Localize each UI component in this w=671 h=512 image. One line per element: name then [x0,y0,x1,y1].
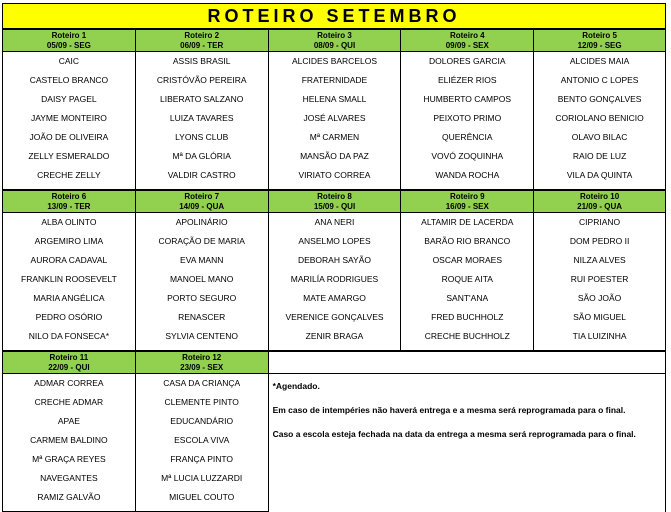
school-cell: ZELLY ESMERALDO [28,151,110,161]
route-header [401,190,533,213]
route-column [400,29,533,190]
school-cell: MATE AMARGO [303,293,366,303]
route-date: 08/09 - QUI [313,41,356,50]
school-cell: Mª GRAÇA REYES [32,454,106,464]
school-cell: ALCIDES MAIA [569,56,630,66]
school-cell: DOLORES GARCIA [429,56,506,66]
school-cell: NILZA ALVES [573,255,626,265]
route-name: Roteiro 2 [184,31,220,40]
note-scheduled: *Agendado. [272,381,320,391]
route-date: 05/09 - SEG [46,41,91,50]
school-cell: EDUCANDÁRIO [170,416,234,426]
school-cell: ANSELMO LOPES [298,236,371,246]
notes-panel [268,351,666,512]
route-column [400,190,533,351]
school-cell: CRECHE BUCHHOLZ [424,331,510,341]
route-name: Roteiro 9 [449,192,485,201]
school-cell: CAIC [58,56,80,66]
school-cell: BENTO GONÇALVES [557,94,642,104]
school-cell: VALDIR CASTRO [167,170,236,180]
school-cell: TIA LUIZINHA [572,331,627,341]
route-block-3 [2,351,666,512]
school-cell: ESCOLA VIVA [174,435,230,445]
school-cell: CORIOLANO BENICIO [555,113,644,123]
route-name: Roteiro 6 [51,192,87,201]
route-name: Roteiro 1 [51,31,87,40]
school-cell: WANDA ROCHA [435,170,500,180]
school-cell: MARIA ANGÉLICA [33,293,105,303]
route-column [268,29,401,190]
school-cell: JOSÉ ALVARES [303,113,366,123]
route-header [3,190,135,213]
route-header [136,29,268,52]
school-cell: CRECHE ADMAR [34,397,104,407]
school-cell: FRATERNIDADE [301,75,368,85]
school-cell: ASSIS BRASIL [172,56,231,66]
school-cell: SANT'ANA [446,293,489,303]
school-cell: CARMEM BALDINO [30,435,108,445]
school-cell: FRANÇA PINTO [170,454,234,464]
school-cell: BARÃO RIO BRANCO [424,236,511,246]
route-name: Roteiro 7 [184,192,220,201]
school-cell: RAIO DE LUZ [572,151,627,161]
route-date: 09/09 - SEX [445,41,489,50]
school-cell: HELENA SMALL [302,94,367,104]
school-cell: Mª DA GLÓRIA [172,151,231,161]
route-date: 06/09 - TER [180,41,224,50]
route-column [135,190,268,351]
school-cell: MARILÍA RODRIGUES [290,274,379,284]
school-cell: NILO DA FONSECA* [28,331,110,341]
route-date: 12/09 - SEG [577,41,622,50]
school-cell: ALCIDES BARCELOS [291,56,377,66]
route-block-1 [2,29,666,190]
school-cell: APAE [57,416,80,426]
notes-text [269,374,665,440]
route-column [268,190,401,351]
route-column [135,351,268,512]
page-title: ROTEIRO SETEMBRO [2,3,666,29]
route-date: 23/09 - SEX [180,363,224,372]
route-name: Roteiro 5 [582,31,617,40]
route-header [136,351,268,374]
school-cell: CIPRIANO [579,217,621,227]
school-cell: DOM PEDRO II [569,236,630,246]
school-cell: VILA DA QUINTA [566,170,633,180]
notes-header-blank [269,351,665,374]
school-cell: ELIÉZER RIOS [438,75,497,85]
route-date: 15/09 - QUI [313,202,356,211]
school-cell: Mª LUCIA LUZZARDI [161,473,243,483]
route-name: Roteiro 4 [449,31,485,40]
school-cell: QUERÊNCIA [442,132,493,142]
school-cell: SYLVIA CENTENO [165,331,238,341]
school-cell: EVA MANN [180,255,224,265]
school-cell: AURORA CADAVAL [30,255,108,265]
note-weather: Em caso de intempéries não haverá entrega e a mesma será reprogramada para o final. [272,405,626,415]
school-cell: SÃO MIGUEL [573,312,627,322]
route-name: Roteiro 8 [317,192,352,201]
route-header [401,29,533,52]
school-cell: VOVÓ ZOQUINHA [431,151,504,161]
school-cell: OSCAR MORAES [432,255,502,265]
route-column [2,351,135,512]
school-cell: Mª CARMEN [309,132,360,142]
route-header [3,29,135,52]
school-cell: CRISTÓVÃO PEREIRA [156,75,247,85]
school-cell: NAVEGANTES [40,473,98,483]
school-cell: FRED BUCHHOLZ [431,312,504,322]
route-name: Roteiro 10 [580,192,620,201]
school-cell: HUMBERTO CAMPOS [423,94,512,104]
school-cell: CASA DA CRIANÇA [163,378,241,388]
school-cell: JAYME MONTEIRO [30,113,107,123]
school-cell: LYONS CLUB [175,132,229,142]
route-name: Roteiro 11 [49,353,89,362]
school-cell: DEBORAH SAYÃO [297,255,372,265]
route-name: Roteiro 3 [317,31,352,40]
school-cell: LIBERATO SALZANO [160,94,244,104]
route-header [534,190,665,213]
school-cell: CLEMENTE PINTO [164,397,239,407]
route-date: 13/09 - TER [47,202,91,211]
school-cell: OLAVO BILAC [571,132,628,142]
note-closed: Caso a escola esteja fechada na data da entrega a mesma será reprogramada para o final. [272,429,636,439]
school-cell: APOLINÁRIO [175,217,228,227]
school-cell: FRANKLIN ROOSEVELT [21,274,117,284]
route-block-2 [2,190,666,351]
route-column [2,190,135,351]
school-cell: ADMAR CORREA [34,378,104,388]
route-column [533,29,666,190]
route-date: 16/09 - SEX [445,202,489,211]
school-cell: ZENIR BRAGA [305,331,364,341]
schedule-sheet [2,3,666,512]
route-column [2,29,135,190]
school-cell: PEDRO OSÓRIO [35,312,103,322]
school-cell: VERENICE GONÇALVES [285,312,384,322]
school-cell: JOÃO DE OLIVEIRA [29,132,109,142]
school-cell: RAMIZ GALVÃO [37,492,101,502]
route-header [269,190,401,213]
school-cell: CORAÇÃO DE MARIA [158,236,245,246]
school-cell: ARGEMIRO LIMA [34,236,104,246]
route-date: 21/09 - QUA [577,202,623,211]
school-cell: VIRIATO CORREA [298,170,371,180]
route-date: 22/09 - QUI [48,363,90,372]
school-cell: RUI POESTER [570,274,629,284]
route-date: 14/09 - QUA [179,202,225,211]
school-cell: ROQUE AITA [441,274,493,284]
school-cell: ALTAMIR DE LACERDA [421,217,514,227]
route-header [534,29,665,52]
route-header [269,29,401,52]
school-cell: MANOEL MANO [169,274,234,284]
school-cell: ANA NERI [314,217,355,227]
school-cell: MIGUEL COUTO [169,492,235,502]
school-cell: ANTONIO C LOPES [560,75,639,85]
school-cell: DAISY PAGEL [41,94,97,104]
school-cell: SÃO JOÃO [577,293,622,303]
route-column [533,190,666,351]
route-name: Roteiro 12 [182,353,222,362]
route-header [3,351,135,374]
school-cell: PEIXOTO PRIMO [433,113,502,123]
route-header [136,190,268,213]
route-column [135,29,268,190]
school-cell: ALBA OLINTO [41,217,97,227]
school-cell: PORTO SEGURO [167,293,237,303]
school-cell: CRECHE ZELLY [37,170,101,180]
school-cell: CASTELO BRANCO [29,75,109,85]
school-cell: MANSÃO DA PAZ [300,151,369,161]
school-cell: RENASCER [178,312,226,322]
school-cell: LUIZA TAVARES [169,113,234,123]
